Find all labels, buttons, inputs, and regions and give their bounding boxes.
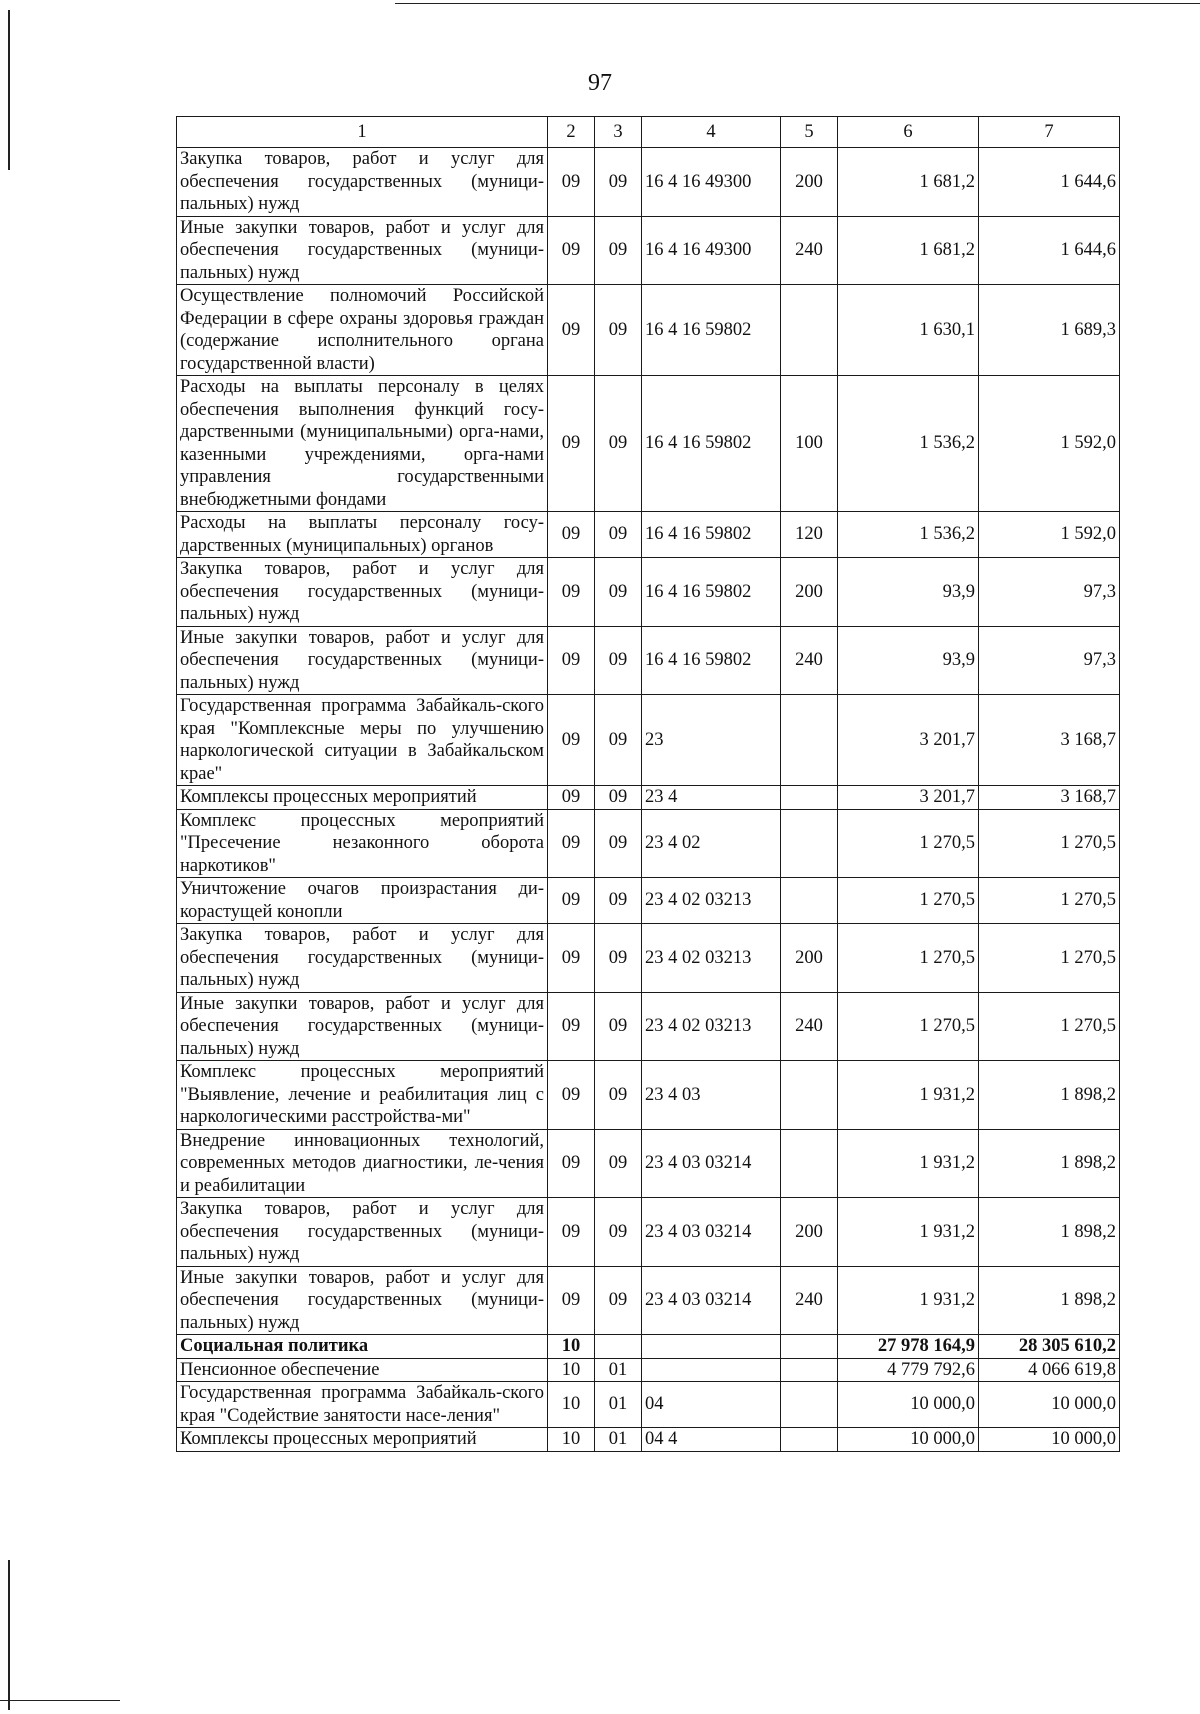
amount-2025-cell: 1 536,2 xyxy=(838,512,979,558)
row-name-cell: Внедрение инновационных технологий, современных методов диагностики, ле-​чения и реабилитации xyxy=(177,1129,548,1198)
amount-2025-cell: 1 270,5 xyxy=(838,878,979,924)
table-row xyxy=(177,1129,1120,1198)
subsection-code-cell: 09 xyxy=(595,878,642,924)
section-code-cell: 10 xyxy=(548,1428,595,1452)
row-name-cell: Осуществление полномочий Российской Федерации в сфере охраны здоровья граждан (содержание исполнительного органа государственной власти) xyxy=(177,285,548,376)
row-name-cell: Закупка товаров, работ и услуг для обеспечения государственных (муници-​пальных) нужд xyxy=(177,558,548,627)
amount-2025-cell: 3 201,7 xyxy=(838,786,979,810)
amount-2026-cell: 3 168,7 xyxy=(979,786,1120,810)
amount-2026-cell: 1 689,3 xyxy=(979,285,1120,376)
table-row xyxy=(177,376,1120,512)
subsection-code-cell: 01 xyxy=(595,1428,642,1452)
section-code-cell: 09 xyxy=(548,285,595,376)
expense-type-cell: 240 xyxy=(781,992,838,1061)
table-row xyxy=(177,809,1120,878)
subsection-code-cell: 09 xyxy=(595,924,642,993)
section-code-cell: 09 xyxy=(548,626,595,695)
amount-2026-cell: 1 592,0 xyxy=(979,376,1120,512)
amount-2025-cell: 1 270,5 xyxy=(838,809,979,878)
subsection-code-cell: 01 xyxy=(595,1358,642,1382)
subsection-code-cell: 09 xyxy=(595,558,642,627)
subsection-code-cell: 09 xyxy=(595,512,642,558)
target-article-cell: 23 4 02 03213 xyxy=(642,992,781,1061)
section-code-cell: 09 xyxy=(548,809,595,878)
expense-type-cell xyxy=(781,809,838,878)
amount-2026-cell: 1 898,2 xyxy=(979,1061,1120,1130)
amount-2025-cell: 3 201,7 xyxy=(838,695,979,786)
amount-2025-cell: 1 931,2 xyxy=(838,1129,979,1198)
expense-type-cell xyxy=(781,285,838,376)
target-article-cell: 16 4 16 59802 xyxy=(642,626,781,695)
expense-type-cell xyxy=(781,878,838,924)
table-row xyxy=(177,1266,1120,1335)
amount-2025-cell: 1 630,1 xyxy=(838,285,979,376)
target-article-cell: 16 4 16 59802 xyxy=(642,285,781,376)
row-name-cell: Закупка товаров, работ и услуг для обеспечения государственных (муници-​пальных) нужд xyxy=(177,924,548,993)
target-article-cell: 23 4 03 03214 xyxy=(642,1129,781,1198)
target-article-cell: 23 4 02 03213 xyxy=(642,878,781,924)
expense-type-cell: 100 xyxy=(781,376,838,512)
row-name-cell: Закупка товаров, работ и услуг для обеспечения государственных (муници-​пальных) нужд xyxy=(177,1198,548,1267)
subsection-code-cell: 09 xyxy=(595,148,642,217)
target-article-cell xyxy=(642,1335,781,1359)
header-cell: 2 xyxy=(548,117,595,148)
subsection-code-cell: 09 xyxy=(595,1266,642,1335)
subsection-code-cell: 09 xyxy=(595,695,642,786)
expense-type-cell: 240 xyxy=(781,216,838,285)
expense-type-cell: 200 xyxy=(781,148,838,217)
section-code-cell: 09 xyxy=(548,558,595,627)
section-code-cell: 09 xyxy=(548,1266,595,1335)
subsection-code-cell: 09 xyxy=(595,992,642,1061)
table-row xyxy=(177,786,1120,810)
amount-2025-cell: 1 931,2 xyxy=(838,1061,979,1130)
row-name-cell: Комплексы процессных мероприятий xyxy=(177,1428,548,1452)
expense-type-cell xyxy=(781,695,838,786)
target-article-cell: 16 4 16 49300 xyxy=(642,148,781,217)
table-row xyxy=(177,148,1120,217)
amount-2026-cell: 1 270,5 xyxy=(979,992,1120,1061)
row-name-cell: Уничтожение очагов произрастания ди-​корастущей конопли xyxy=(177,878,548,924)
table-row xyxy=(177,1061,1120,1130)
amount-2025-cell: 1 270,5 xyxy=(838,924,979,993)
subsection-code-cell: 09 xyxy=(595,376,642,512)
target-article-cell: 23 4 03 03214 xyxy=(642,1266,781,1335)
target-article-cell xyxy=(642,1358,781,1382)
row-name-cell: Иные закупки товаров, работ и услуг для обеспечения государственных (муници-​пальных) нужд xyxy=(177,992,548,1061)
section-code-cell: 10 xyxy=(548,1335,595,1359)
expense-type-cell xyxy=(781,1335,838,1359)
amount-2026-cell: 28 305 610,2 xyxy=(979,1335,1120,1359)
header-cell: 5 xyxy=(781,117,838,148)
amount-2025-cell: 4 779 792,6 xyxy=(838,1358,979,1382)
target-article-cell: 04 xyxy=(642,1382,781,1428)
amount-2026-cell: 1 270,5 xyxy=(979,878,1120,924)
header-cell: 7 xyxy=(979,117,1120,148)
section-code-cell: 09 xyxy=(548,1061,595,1130)
section-code-cell: 09 xyxy=(548,878,595,924)
expense-type-cell: 120 xyxy=(781,512,838,558)
amount-2026-cell: 97,3 xyxy=(979,626,1120,695)
scan-edge-line-top xyxy=(395,3,1200,4)
expense-type-cell: 200 xyxy=(781,924,838,993)
table-row xyxy=(177,216,1120,285)
section-code-cell: 09 xyxy=(548,148,595,217)
row-name-cell: Расходы на выплаты персоналу госу-​дарственных (муниципальных) органов xyxy=(177,512,548,558)
amount-2026-cell: 1 592,0 xyxy=(979,512,1120,558)
amount-2025-cell: 1 536,2 xyxy=(838,376,979,512)
section-code-cell: 09 xyxy=(548,1198,595,1267)
subsection-code-cell: 09 xyxy=(595,1129,642,1198)
amount-2025-cell: 1 681,2 xyxy=(838,148,979,217)
expense-type-cell xyxy=(781,1428,838,1452)
section-code-cell: 09 xyxy=(548,1129,595,1198)
target-article-cell: 23 4 03 03214 xyxy=(642,1198,781,1267)
target-article-cell: 23 4 xyxy=(642,786,781,810)
target-article-cell: 16 4 16 59802 xyxy=(642,558,781,627)
amount-2026-cell: 10 000,0 xyxy=(979,1428,1120,1452)
amount-2025-cell: 1 270,5 xyxy=(838,992,979,1061)
amount-2025-cell: 10 000,0 xyxy=(838,1382,979,1428)
table-row xyxy=(177,1358,1120,1382)
table-row xyxy=(177,924,1120,993)
header-cell: 3 xyxy=(595,117,642,148)
amount-2025-cell: 1 681,2 xyxy=(838,216,979,285)
expense-type-cell xyxy=(781,1358,838,1382)
subsection-code-cell: 09 xyxy=(595,626,642,695)
expense-type-cell xyxy=(781,786,838,810)
row-name-cell: Комплекс процессных мероприятий "Пресечение незаконного оборота наркотиков" xyxy=(177,809,548,878)
section-code-cell: 09 xyxy=(548,512,595,558)
amount-2025-cell: 1 931,2 xyxy=(838,1198,979,1267)
row-name-cell: Пенсионное обеспечение xyxy=(177,1358,548,1382)
subsection-code-cell: 01 xyxy=(595,1382,642,1428)
amount-2025-cell: 1 931,2 xyxy=(838,1266,979,1335)
table-row xyxy=(177,1428,1120,1452)
section-code-cell: 10 xyxy=(548,1382,595,1428)
target-article-cell: 23 xyxy=(642,695,781,786)
section-code-cell: 09 xyxy=(548,695,595,786)
section-code-cell: 09 xyxy=(548,376,595,512)
row-name-cell: Иные закупки товаров, работ и услуг для обеспечения государственных (муници-​пальных) нужд xyxy=(177,1266,548,1335)
target-article-cell: 16 4 16 59802 xyxy=(642,376,781,512)
header-cell: 1 xyxy=(177,117,548,148)
table-row xyxy=(177,1335,1120,1359)
page-number: 97 xyxy=(588,70,612,96)
table-row xyxy=(177,512,1120,558)
amount-2026-cell: 1 898,2 xyxy=(979,1129,1120,1198)
row-name-cell: Иные закупки товаров, работ и услуг для обеспечения государственных (муници-​пальных) нужд xyxy=(177,216,548,285)
target-article-cell: 16 4 16 49300 xyxy=(642,216,781,285)
amount-2026-cell: 1 898,2 xyxy=(979,1266,1120,1335)
header-cell: 4 xyxy=(642,117,781,148)
amount-2026-cell: 1 644,6 xyxy=(979,148,1120,217)
section-code-cell: 09 xyxy=(548,786,595,810)
amount-2025-cell: 10 000,0 xyxy=(838,1428,979,1452)
target-article-cell: 23 4 02 03213 xyxy=(642,924,781,993)
subsection-code-cell xyxy=(595,1335,642,1359)
target-article-cell: 16 4 16 59802 xyxy=(642,512,781,558)
subsection-code-cell: 09 xyxy=(595,786,642,810)
section-code-cell: 09 xyxy=(548,216,595,285)
row-name-cell: Иные закупки товаров, работ и услуг для обеспечения государственных (муници-​пальных) нужд xyxy=(177,626,548,695)
table-row xyxy=(177,1382,1120,1428)
amount-2026-cell: 4 066 619,8 xyxy=(979,1358,1120,1382)
section-code-cell: 09 xyxy=(548,924,595,993)
scan-edge-line-left-lower xyxy=(8,1560,10,1710)
table-row xyxy=(177,695,1120,786)
section-code-cell: 10 xyxy=(548,1358,595,1382)
row-name-cell: Государственная программа Забайкаль-​ского края "Комплексные меры по улучшению наркологической ситуации в Забайкальском крае" xyxy=(177,695,548,786)
expense-type-cell xyxy=(781,1382,838,1428)
row-name-cell: Расходы на выплаты персоналу в целях обеспечения выполнения функций госу-​дарственными (муниципальными) орга-​нами, казенными учреждениями, орга-​нами управления государственными внебюджетными фондами xyxy=(177,376,548,512)
expense-type-cell: 200 xyxy=(781,1198,838,1267)
expense-type-cell xyxy=(781,1129,838,1198)
subsection-code-cell: 09 xyxy=(595,1198,642,1267)
expense-type-cell: 240 xyxy=(781,626,838,695)
amount-2026-cell: 10 000,0 xyxy=(979,1382,1120,1428)
amount-2026-cell: 1 270,5 xyxy=(979,924,1120,993)
row-name-cell: Государственная программа Забайкаль-​ского края "Содействие занятости насе-​ления" xyxy=(177,1382,548,1428)
target-article-cell: 23 4 03 xyxy=(642,1061,781,1130)
amount-2026-cell: 1 898,2 xyxy=(979,1198,1120,1267)
table-row xyxy=(177,558,1120,627)
expense-type-cell xyxy=(781,1061,838,1130)
row-name-cell: Социальная политика xyxy=(177,1335,548,1359)
subsection-code-cell: 09 xyxy=(595,285,642,376)
subsection-code-cell: 09 xyxy=(595,216,642,285)
table-row xyxy=(177,992,1120,1061)
target-article-cell: 23 4 02 xyxy=(642,809,781,878)
row-name-cell: Закупка товаров, работ и услуг для обеспечения государственных (муници-​пальных) нужд xyxy=(177,148,548,217)
row-name-cell: Комплекс процессных мероприятий "Выявление, лечение и реабилитация лиц с наркологическими расстройства-​ми" xyxy=(177,1061,548,1130)
table-row xyxy=(177,878,1120,924)
target-article-cell: 04 4 xyxy=(642,1428,781,1452)
amount-2025-cell: 27 978 164,9 xyxy=(838,1335,979,1359)
row-name-cell: Комплексы процессных мероприятий xyxy=(177,786,548,810)
section-code-cell: 09 xyxy=(548,992,595,1061)
amount-2026-cell: 1 270,5 xyxy=(979,809,1120,878)
amount-2026-cell: 3 168,7 xyxy=(979,695,1120,786)
amount-2026-cell: 97,3 xyxy=(979,558,1120,627)
expense-type-cell: 240 xyxy=(781,1266,838,1335)
subsection-code-cell: 09 xyxy=(595,1061,642,1130)
table-row xyxy=(177,285,1120,376)
table-row xyxy=(177,626,1120,695)
amount-2026-cell: 1 644,6 xyxy=(979,216,1120,285)
amount-2025-cell: 93,9 xyxy=(838,626,979,695)
header-cell: 6 xyxy=(838,117,979,148)
budget-table xyxy=(176,116,1120,1452)
table-row xyxy=(177,1198,1120,1267)
amount-2025-cell: 93,9 xyxy=(838,558,979,627)
expense-type-cell: 200 xyxy=(781,558,838,627)
table-header-row xyxy=(177,117,1120,148)
scan-edge-line-bottom xyxy=(0,1700,120,1701)
subsection-code-cell: 09 xyxy=(595,809,642,878)
